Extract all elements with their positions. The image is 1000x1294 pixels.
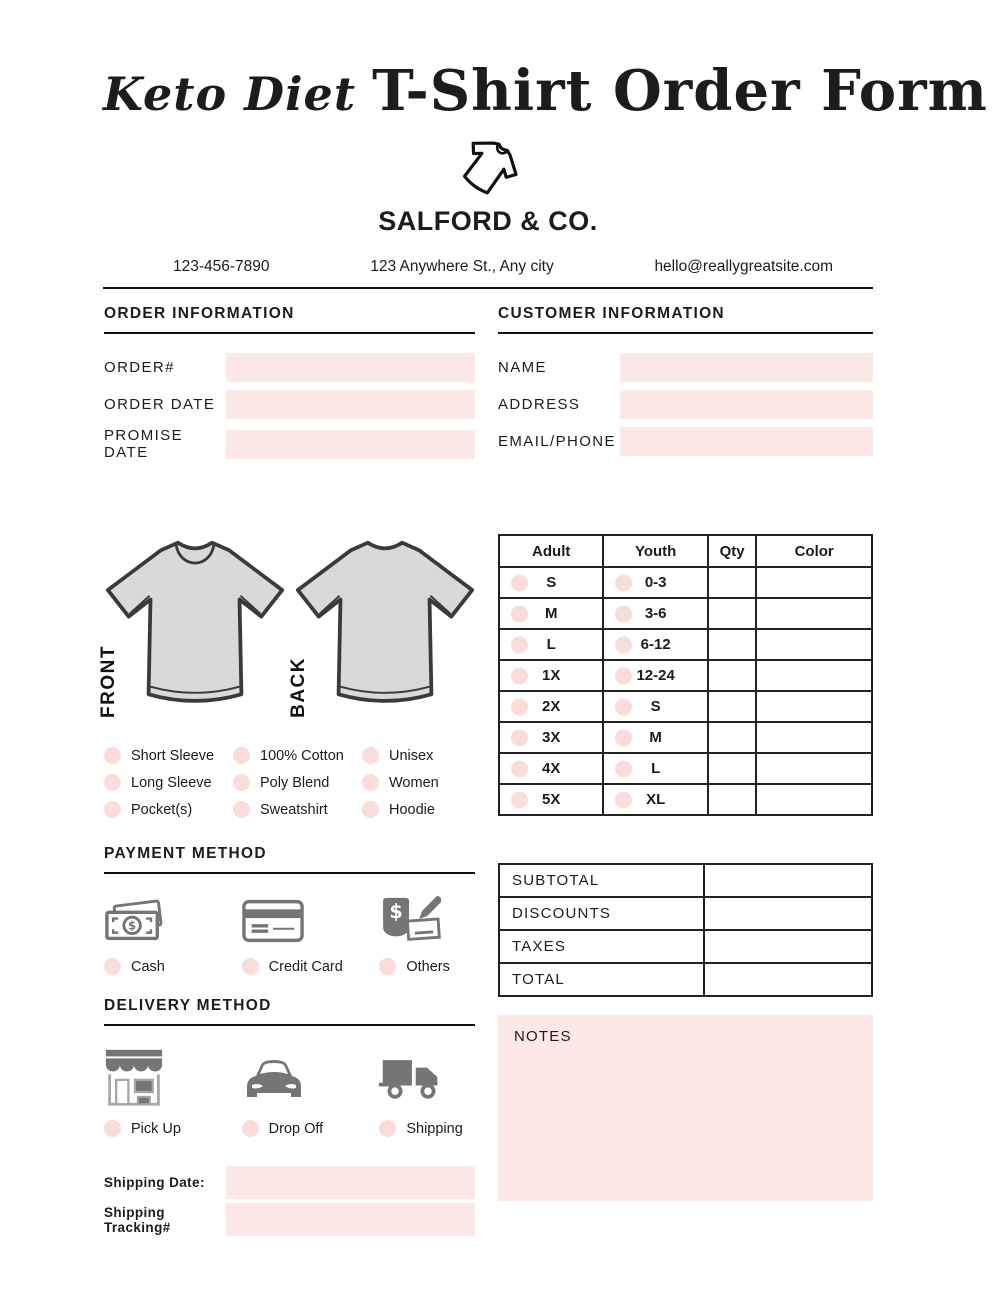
color-cell[interactable] (756, 722, 872, 753)
option-short-sleeve (104, 747, 233, 764)
order-date-row (104, 390, 475, 419)
order-date-label: ORDER DATE (104, 396, 216, 413)
youth-0-3-radio[interactable] (615, 574, 632, 591)
customer-information-heading: CUSTOMER INFORMATION (498, 305, 873, 334)
dollar-check-pen-icon (379, 896, 441, 946)
size-row (499, 691, 872, 722)
poly-blend-radio[interactable] (233, 774, 250, 791)
color-cell[interactable] (756, 784, 872, 815)
adult-size-label: 4X (542, 760, 561, 777)
youth-size-label: L (651, 760, 661, 777)
order-number-label: ORDER# (104, 359, 175, 376)
back-label: BACK (288, 657, 309, 718)
qty-cell[interactable] (708, 598, 756, 629)
option-long-sleeve (104, 774, 233, 791)
car-icon (242, 1054, 306, 1102)
qty-cell[interactable] (708, 691, 756, 722)
sweatshirt-radio[interactable] (233, 801, 250, 818)
drop-off-radio[interactable] (242, 1120, 259, 1137)
adult-3x-radio[interactable] (511, 729, 528, 746)
qty-cell[interactable] (708, 753, 756, 784)
qty-cell[interactable] (708, 660, 756, 691)
payment-label: Others (406, 958, 450, 975)
color-cell[interactable] (756, 691, 872, 722)
total-label: TOTAL (499, 963, 704, 996)
size-table-header-row (499, 535, 872, 567)
shipping-tracking-field[interactable] (226, 1203, 475, 1236)
discounts-row (499, 897, 872, 930)
option-label: 100% Cotton (260, 747, 344, 764)
others-radio[interactable] (379, 958, 396, 975)
shirt-front-graphic (100, 537, 290, 722)
totals-table (498, 863, 873, 997)
women-radio[interactable] (362, 774, 379, 791)
shipping-tracking-row (104, 1203, 475, 1236)
option-poly-blend (233, 774, 362, 791)
youth-size-label: 0-3 (644, 574, 667, 591)
taxes-value-cell[interactable] (704, 930, 872, 963)
col-qty: Qty (708, 535, 756, 567)
truck-icon (379, 1054, 443, 1102)
credit-card-radio[interactable] (242, 958, 259, 975)
email-phone-field[interactable] (620, 427, 873, 456)
option-label: Sweatshirt (260, 801, 328, 818)
size-row (499, 598, 872, 629)
adult-m-radio[interactable] (511, 605, 528, 622)
notes-label: NOTES (514, 1028, 572, 1045)
contact-email: hello@reallygreatsite.com (654, 258, 833, 275)
option-women (362, 774, 475, 791)
qty-cell[interactable] (708, 784, 756, 815)
adult-size-label: 5X (542, 791, 561, 808)
delivery-method-heading: DELIVERY METHOD (104, 997, 475, 1026)
youth-3-6-radio[interactable] (615, 605, 632, 622)
shirt-back-graphic (290, 537, 480, 722)
col-youth: Youth (603, 535, 707, 567)
storefront-icon (104, 1048, 164, 1108)
youth-xl-radio[interactable] (615, 791, 632, 808)
option-label: Unisex (389, 747, 434, 764)
unisex-radio[interactable] (362, 747, 379, 764)
option-sweatshirt (233, 801, 362, 818)
payment-options (104, 893, 475, 975)
qty-cell[interactable] (708, 629, 756, 660)
promise-date-label: PROMISE DATE (104, 427, 183, 461)
credit-card-icon (242, 898, 304, 944)
contact-address: 123 Anywhere St., Any city (370, 258, 554, 275)
email-phone-row (498, 427, 873, 456)
delivery-label: Drop Off (268, 1120, 324, 1137)
delivery-label: Shipping (406, 1120, 463, 1137)
shipping-date-field[interactable] (226, 1166, 475, 1199)
option-label: Long Sleeve (131, 774, 212, 791)
delivery-options (104, 1045, 475, 1137)
size-row (499, 629, 872, 660)
qty-cell[interactable] (708, 567, 756, 598)
youth-size-label: 6-12 (640, 636, 671, 653)
promise-date-field[interactable] (226, 430, 475, 459)
adult-2x-radio[interactable] (511, 698, 528, 715)
adult-size-label: 2X (542, 698, 561, 715)
option-hoodie (362, 801, 475, 818)
adult-size-label: S (546, 574, 557, 591)
payment-cash (104, 893, 228, 975)
qty-cell[interactable] (708, 722, 756, 753)
adult-l-radio[interactable] (511, 636, 528, 653)
col-color: Color (756, 535, 872, 567)
form-header (103, 0, 988, 289)
youth-m-radio[interactable] (615, 729, 632, 746)
option-label: Poly Blend (260, 774, 330, 791)
shipping-fields (104, 1166, 475, 1236)
payment-label: Credit Card (268, 958, 343, 975)
size-row (499, 660, 872, 691)
col-adult: Adult (499, 535, 603, 567)
order-number-row (104, 353, 475, 382)
size-row (499, 567, 872, 598)
subtotal-value-cell[interactable] (704, 864, 872, 897)
page-title (103, 58, 988, 124)
tshirt-logo-icon (450, 132, 526, 204)
option-label: Women (389, 774, 439, 791)
total-row (499, 963, 872, 996)
color-cell[interactable] (756, 660, 872, 691)
contact-phone: 123-456-7890 (173, 258, 270, 275)
size-row (499, 753, 872, 784)
cotton-radio[interactable] (233, 747, 250, 764)
youth-size-label: 12-24 (636, 667, 675, 684)
garment-options (104, 747, 475, 818)
youth-l-radio[interactable] (615, 760, 632, 777)
delivery-drop-off (228, 1045, 352, 1137)
tshirt-front-icon (100, 537, 290, 717)
name-label: NAME (498, 359, 547, 376)
adult-size-label: M (544, 605, 558, 622)
option-pockets (104, 801, 233, 818)
size-table (498, 534, 873, 816)
address-field[interactable] (620, 390, 873, 419)
order-information-heading: ORDER INFORMATION (104, 305, 475, 334)
svg-text:$: $ (389, 900, 404, 924)
cash-icon (104, 898, 166, 944)
shipping-date-label: Shipping Date: (104, 1175, 205, 1190)
adult-4x-radio[interactable] (511, 760, 528, 777)
taxes-row (499, 930, 872, 963)
size-row (499, 722, 872, 753)
adult-s-radio[interactable] (511, 574, 528, 591)
color-cell[interactable] (756, 629, 872, 660)
brand-name: SALFORD & CO. (378, 206, 598, 236)
notes-box[interactable] (498, 1015, 873, 1201)
hoodie-radio[interactable] (362, 801, 379, 818)
discounts-label: DISCOUNTS (499, 897, 704, 930)
payment-credit-card (228, 893, 352, 975)
color-cell[interactable] (756, 567, 872, 598)
payment-label: Cash (131, 958, 165, 975)
color-cell[interactable] (756, 753, 872, 784)
payment-others (351, 893, 475, 975)
subtotal-label: SUBTOTAL (499, 864, 704, 897)
option-label: Hoodie (389, 801, 435, 818)
youth-size-label: 3-6 (644, 605, 667, 622)
adult-size-label: 3X (542, 729, 561, 746)
pick-up-radio[interactable] (104, 1120, 121, 1137)
adult-1x-radio[interactable] (511, 667, 528, 684)
shipping-radio[interactable] (379, 1120, 396, 1137)
taxes-label: TAXES (499, 930, 704, 963)
subtotal-row (499, 864, 872, 897)
right-column (498, 305, 873, 1201)
contact-row (103, 258, 873, 276)
adult-size-label: L (546, 636, 556, 653)
title-main-part: T-Shirt Order Form (372, 58, 988, 124)
option-label: Pocket(s) (131, 801, 193, 818)
adult-5x-radio[interactable] (511, 791, 528, 808)
payment-method-heading: PAYMENT METHOD (104, 845, 475, 874)
front-label: FRONT (98, 645, 119, 718)
youth-s-radio[interactable] (615, 698, 632, 715)
pockets-radio[interactable] (104, 801, 121, 818)
adult-size-label: 1X (542, 667, 561, 684)
youth-size-label: S (650, 698, 661, 715)
delivery-shipping (351, 1045, 475, 1137)
order-number-field[interactable] (226, 353, 475, 382)
option-label: Short Sleeve (131, 747, 215, 764)
youth-12-24-radio[interactable] (615, 667, 632, 684)
tshirt-back-icon (290, 537, 480, 717)
shipping-tracking-label: Shipping Tracking# (104, 1204, 171, 1235)
address-label: ADDRESS (498, 396, 581, 413)
color-cell[interactable] (756, 598, 872, 629)
title-script-part: Keto Diet (103, 67, 357, 121)
shirt-preview (100, 537, 480, 722)
total-value-cell[interactable] (704, 963, 872, 996)
shipping-date-row (104, 1166, 475, 1199)
discounts-value-cell[interactable] (704, 897, 872, 930)
promise-date-row (104, 427, 475, 461)
name-row (498, 353, 873, 382)
short-sleeve-radio[interactable] (104, 747, 121, 764)
option-unisex (362, 747, 475, 764)
youth-size-label: M (649, 729, 662, 746)
option-100-cotton (233, 747, 362, 764)
email-phone-label: EMAIL/PHONE (498, 433, 616, 450)
long-sleeve-radio[interactable] (104, 774, 121, 791)
left-column (98, 305, 475, 1240)
delivery-pick-up (104, 1045, 228, 1137)
svg-text:$: $ (128, 918, 137, 933)
order-date-field[interactable] (226, 390, 475, 419)
youth-size-label: XL (646, 791, 666, 808)
youth-6-12-radio[interactable] (615, 636, 632, 653)
address-row (498, 390, 873, 419)
name-field[interactable] (620, 353, 873, 382)
size-row (499, 784, 872, 815)
cash-radio[interactable] (104, 958, 121, 975)
delivery-label: Pick Up (131, 1120, 181, 1137)
